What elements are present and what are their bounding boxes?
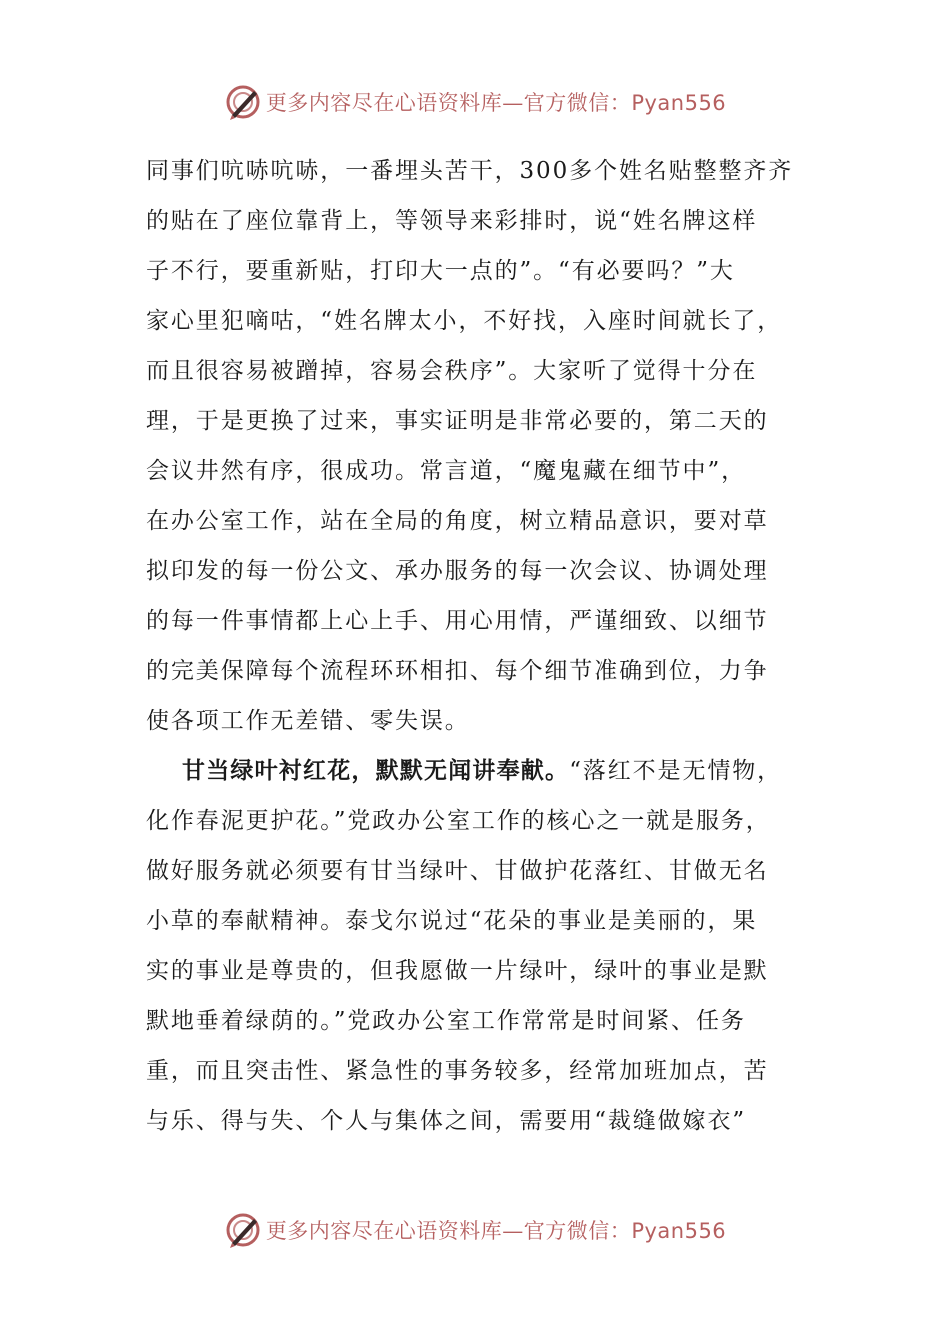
text-line: 而且很容易被蹭掉，容易会秩序”。大家听了觉得十分在 <box>146 358 758 384</box>
wechat-id: Pyan556 <box>631 91 727 115</box>
text-line: 使各项工作无差错、零失误。 <box>146 708 470 734</box>
pen-logo-icon <box>224 1211 262 1249</box>
text-line: 化作春泥更护花。”党政办公室工作的核心之一就是服务， <box>146 808 771 834</box>
text-line: 在办公室工作，站在全局的角度，树立精品意识，要对草 <box>146 508 769 534</box>
text-line: 拟印发的每一份公文、承办服务的每一次会议、协调处理 <box>146 558 769 584</box>
watermark-text: 更多内容尽在心语资料库—官方微信：Pyan556 <box>265 1219 727 1243</box>
text-line: 家心里犯嘀咕，“姓名牌太小，不好找，入座时间就长了， <box>146 308 783 334</box>
document-body <box>146 146 812 1146</box>
text-line: 的贴在了座位靠背上，等领导来彩排时，说“姓名牌这样 <box>146 208 758 234</box>
paragraph <box>146 746 812 1146</box>
text-line: 与乐、得与失、个人与集体之间，需要用“裁缝做嫁衣” <box>146 1108 747 1134</box>
watermark-text: 更多内容尽在心语资料库—官方微信：Pyan556 <box>265 91 727 115</box>
paragraph-heading: 甘当绿叶衬红花，默默无闻讲奉献。 <box>182 757 570 784</box>
text-line: 默地垂着绿荫的。”党政办公室工作常常是时间紧、任务 <box>146 1008 746 1034</box>
text-line: 子不行，要重新贴，打印大一点的”。“有必要吗？”大 <box>146 258 735 284</box>
text-line: 同事们吭哧吭哧，一番埋头苦干，300多个姓名贴整整齐齐 <box>146 158 794 184</box>
wechat-id: Pyan556 <box>631 1219 727 1243</box>
text-line: 小草的奉献精神。泰戈尔说过“花朵的事业是美丽的，果 <box>146 908 758 934</box>
pen-logo-icon <box>224 83 262 121</box>
text-line: 重，而且突击性、紧急性的事务较多，经常加班加点，苦 <box>146 1058 769 1084</box>
header-watermark-banner <box>0 82 950 122</box>
paragraph <box>146 146 812 746</box>
text-line: 做好服务就必须要有甘当绿叶、甘做护花落红、甘做无名 <box>146 858 769 884</box>
text-line <box>146 746 812 796</box>
footer-watermark-banner <box>0 1210 950 1250</box>
text-line: 的每一件事情都上心上手、用心用情，严谨细致、以细节 <box>146 608 769 634</box>
text-line: 会议井然有序，很成功。常言道，“魔鬼藏在细节中”， <box>146 458 747 484</box>
text-line: 理，于是更换了过来，事实证明是非常必要的，第二天的 <box>146 408 769 434</box>
text-line: 的完美保障每个流程环环相扣、每个细节准确到位，力争 <box>146 658 769 684</box>
text-run: “落红不是无情物， <box>569 758 783 784</box>
text-line: 实的事业是尊贵的，但我愿做一片绿叶，绿叶的事业是默 <box>146 958 769 984</box>
